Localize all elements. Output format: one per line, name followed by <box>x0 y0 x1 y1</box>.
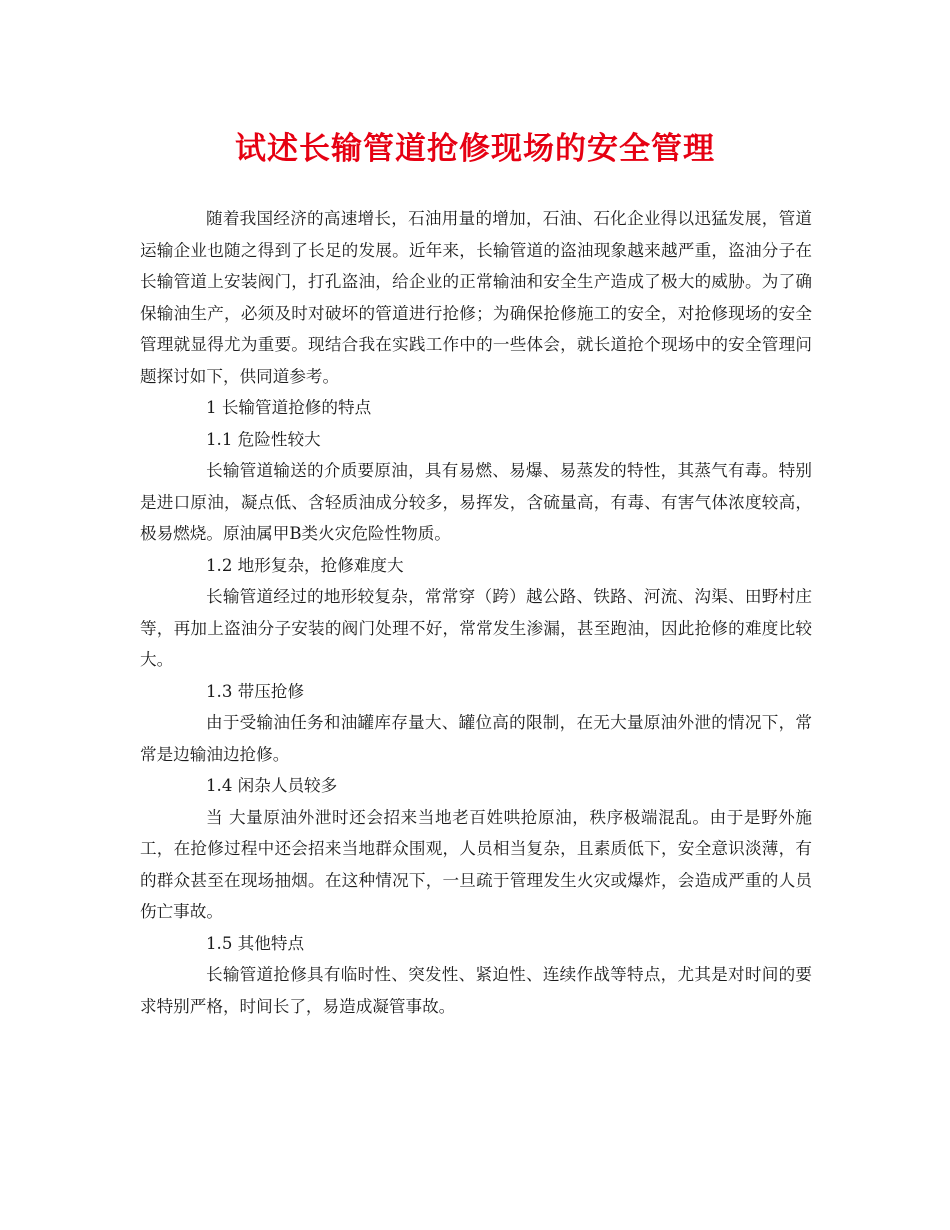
body-paragraph: 随着我国经济的高速增长，石油用量的增加，石油、石化企业得以迅猛发展，管道运输企业也随之得到了长足的发展。近年来，长输管道的盗油现象越来越严重，盗油分子在长输管道上安装阀门，打孔盗油，给企业的正常输油和安全生产造成了极大的威胁。为了确保输油生产，必须及时对破坏的管道进行抢修；为确保抢修施工的安全，对抢修现场的安全管理就显得尤为重要。现结合我在实践工作中的一些体会，就长道抢个现场中的安全管理问题探讨如下，供同道参考。 <box>140 209 812 386</box>
body-paragraph: 长输管道输送的介质要原油，具有易燃、易爆、易蒸发的特性，其蒸气有毒。特别是进口原油，凝点低、含轻质油成分较多，易挥发，含硫量高，有毒、有害气体浓度较高，极易燃烧。原油属甲B类火灾危险性物质。 <box>140 461 812 543</box>
body-paragraph: 当 大量原油外泄时还会招来当地老百姓哄抢原油，秩序极端混乱。由于是野外施工，在抢修过程中还会招来当地群众围观，人员相当复杂，且素质低下，安全意识淡薄，有的群众甚至在现场抽烟。在这种情况下，一旦疏于管理发生火灾或爆炸，会造成严重的人员伤亡事故。 <box>140 807 812 921</box>
body-paragraph: 由于受输油任务和油罐库存量大、罐位高的限制，在无大量原油外泄的情况下，常常是边输油边抢修。 <box>140 713 812 764</box>
subsection-heading: 1.1 危险性较大 <box>206 429 321 449</box>
page-title: 试述长输管道抢修现场的安全管理 <box>235 131 715 167</box>
section-heading: 1 长输管道抢修的特点 <box>206 398 372 417</box>
document-body <box>140 203 812 1022</box>
body-paragraph: 长输管道经过的地形较复杂，常常穿（跨）越公路、铁路、河流、沟渠、田野村庄等，再加上盗油分子安装的阀门处理不好，常常发生渗漏，甚至跑油，因此抢修的难度比较大。 <box>140 587 812 669</box>
subsection-heading: 1.5 其他特点 <box>206 933 305 953</box>
subsection-heading: 1.2 地形复杂，抢修难度大 <box>206 555 404 575</box>
subsection-heading: 1.3 带压抢修 <box>206 681 305 701</box>
subsection-heading: 1.4 闲杂人员较多 <box>206 776 338 795</box>
body-paragraph: 长输管道抢修具有临时性、突发性、紧迫性、连续作战等特点，尤其是对时间的要求特别严格，时间长了，易造成凝管事故。 <box>140 965 812 1016</box>
